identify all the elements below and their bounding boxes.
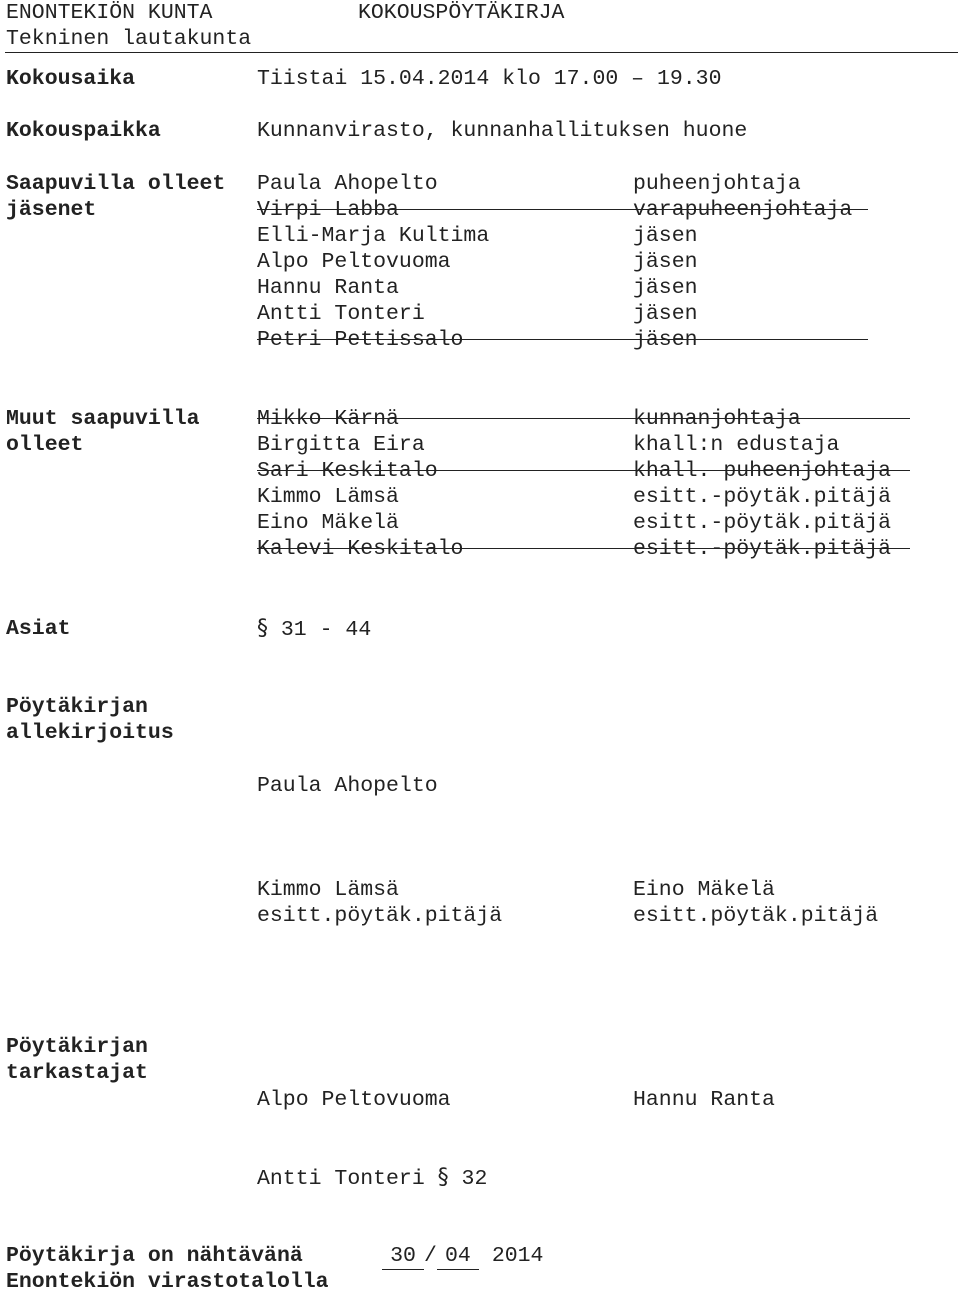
attendee-name: Mikko Kärnä: [257, 407, 399, 431]
attendee-role: esitt.-pöytäk.pitäjä: [633, 511, 892, 535]
attendee-role: jäsen: [633, 328, 698, 352]
attendee-role: khall. puheenjohtaja: [633, 459, 892, 483]
matters-range-value: 31 - 44: [280, 618, 372, 642]
matters-label: Asiat: [6, 617, 71, 641]
strikethrough-line: [257, 339, 868, 340]
meeting-time-label: Kokousaika: [6, 67, 136, 91]
attendee-name: Paula Ahopelto: [257, 172, 438, 196]
header-divider: [5, 52, 958, 53]
signature-label-line2: allekirjoitus: [6, 721, 174, 745]
attendee-role: kunnanjohtaja: [633, 407, 801, 431]
reviewer-3-line: [257, 1165, 487, 1192]
attendee-name: Kalevi Keskitalo: [257, 537, 464, 561]
attendee-role: khall:n edustaja: [633, 433, 840, 457]
reviewer-1-name: Alpo Peltovuoma: [257, 1088, 451, 1112]
board-name: Tekninen lautakunta: [6, 27, 252, 51]
attendee-name: Sari Keskitalo: [257, 459, 438, 483]
signer-1-role: esitt.pöytäk.pitäjä: [257, 904, 503, 928]
others-label-line2: olleet: [6, 433, 84, 457]
strikethrough-line: [257, 209, 868, 210]
attendee-name: Birgitta Eira: [257, 433, 425, 457]
signer-1-name: Kimmo Lämsä: [257, 878, 399, 902]
attendee-role: puheenjohtaja: [633, 172, 801, 196]
municipality-name: ENONTEKIÖN KUNTA: [6, 1, 213, 25]
section-sign: §: [437, 1165, 449, 1190]
meeting-time-value: Tiistai 15.04.2014 klo 17.00 – 19.30: [257, 67, 722, 91]
reviewer-3-name: Antti Tonteri: [257, 1167, 425, 1191]
attendee-role: esitt.-pöytäk.pitäjä: [633, 485, 892, 509]
attendee-role: jäsen: [633, 302, 698, 326]
section-sign: §: [257, 616, 268, 641]
display-date-sep: /: [424, 1244, 437, 1268]
attendee-name: Hannu Ranta: [257, 276, 399, 300]
attendee-role: jäsen: [633, 276, 698, 300]
attendee-role: varapuheenjohtaja: [633, 198, 853, 222]
matters-range: [257, 616, 371, 643]
attendee-name: Eino Mäkelä: [257, 511, 399, 535]
display-year: 2014: [491, 1244, 544, 1268]
signer-2-name: Eino Mäkelä: [633, 878, 775, 902]
meeting-place-value: Kunnanvirasto, kunnanhallituksen huone: [257, 119, 748, 143]
attendee-name: Kimmo Lämsä: [257, 485, 399, 509]
attendee-name: Antti Tonteri: [257, 302, 425, 326]
document-type: KOKOUSPÖYTÄKIRJA: [358, 1, 565, 25]
attendee-role: jäsen: [633, 250, 698, 274]
strikethrough-line: [257, 470, 910, 471]
display-date: [382, 1243, 543, 1270]
display-month: 04: [437, 1243, 479, 1270]
attendee-name: Elli-Marja Kultima: [257, 224, 490, 248]
chair-signature-name: Paula Ahopelto: [257, 774, 438, 798]
display-label-line1: Pöytäkirja on nähtävänä: [6, 1244, 303, 1268]
strikethrough-line: [257, 548, 910, 549]
display-label-line2: Enontekiön virastotalolla: [6, 1270, 329, 1294]
signature-label-line1: Pöytäkirjan: [6, 695, 148, 719]
reviewer-3-section: 32: [461, 1167, 488, 1191]
others-label-line1: Muut saapuvilla: [6, 407, 200, 431]
attendee-role: esitt.-pöytäk.pitäjä: [633, 537, 892, 561]
reviewers-label-line2: tarkastajat: [6, 1061, 148, 1085]
attendee-name: Petri Pettissalo: [257, 328, 464, 352]
meeting-place-label: Kokouspaikka: [6, 119, 161, 143]
reviewers-label-line1: Pöytäkirjan: [6, 1035, 148, 1059]
reviewer-2-name: Hannu Ranta: [633, 1088, 775, 1112]
members-label-line1: Saapuvilla olleet: [6, 172, 226, 196]
display-day: 30: [382, 1243, 424, 1270]
members-label-line2: jäsenet: [6, 198, 97, 222]
attendee-name: Alpo Peltovuoma: [257, 250, 451, 274]
strikethrough-line: [257, 418, 910, 419]
attendee-name: Virpi Labba: [257, 198, 399, 222]
attendee-role: jäsen: [633, 224, 698, 248]
signer-2-role: esitt.pöytäk.pitäjä: [633, 904, 879, 928]
